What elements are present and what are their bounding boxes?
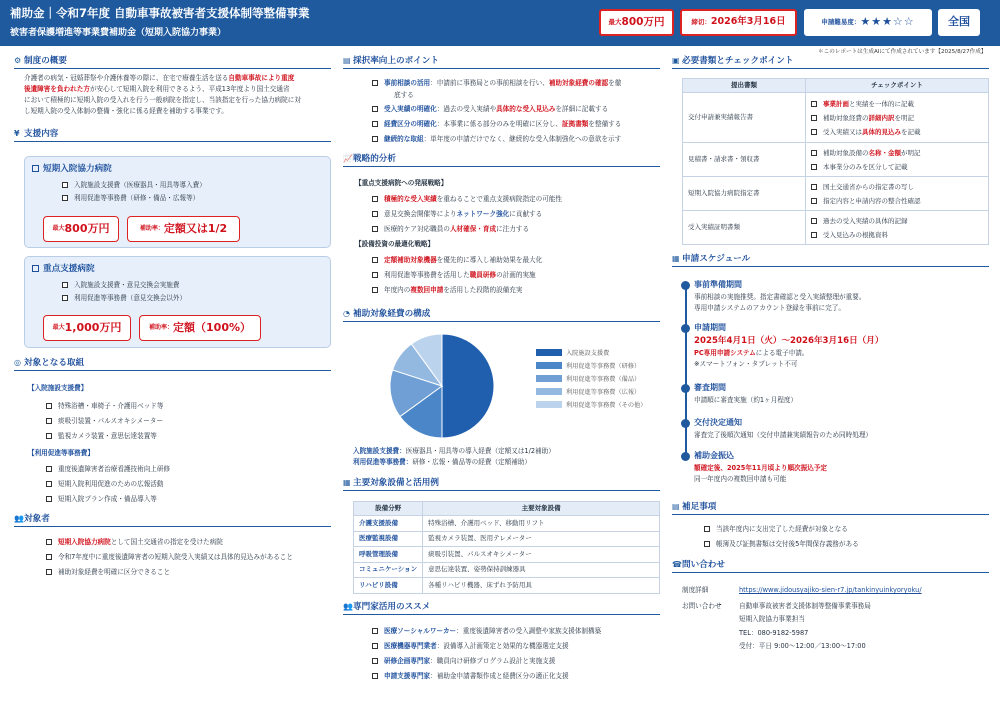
overview-line: において積極的に短期入院の受入れを行う一般病院を指定し、当該指定を行った協力病院に対 <box>24 96 301 104</box>
check-item: 受入実績又は具体的見込みを記載 <box>811 125 983 139</box>
document-icon: ▤ <box>343 56 351 65</box>
timeline-dot <box>681 281 690 290</box>
list-item: 医療ソーシャルワーカー：重度後遺障害者の受入調整や家族支援体制構築 <box>372 627 601 636</box>
legend-item: 入院施設支援費 <box>536 349 646 362</box>
difficulty-badge: 申請難易度： ★★★☆☆ <box>804 9 932 36</box>
divider <box>14 141 331 142</box>
page-subtitle: 被害者保護増進等事業費補助金（短期入院協力事業） <box>10 28 227 38</box>
table-row: 見積書・請求書・領収書 補助対象設備の名称・金額が明記 本事業分のみを区分して記載 <box>683 143 989 177</box>
priority-max-badge: 最大 1,000万円 <box>43 315 131 341</box>
schedule-line: 2025年4月1日（火）〜2026年3月16日（月） <box>694 336 884 346</box>
table-header: 提出書類 <box>683 79 806 93</box>
list-item: 監視カメラ装置・意思伝達装置等 <box>46 432 157 441</box>
overview-line: し短期入院の受入体制の整備・強化に係る経費を補助する事業です。 <box>24 107 228 115</box>
priority-hospital-title: 重点支援病院 <box>32 264 95 276</box>
scope-badge: 全国 <box>938 9 980 36</box>
table-row: 呼吸管理設備 痰吸引装置、パルスオキシメーター <box>354 547 660 563</box>
expense-note: 利用促進等事務費：研修・広報・備品等の経費（定額補助） <box>353 458 532 466</box>
list-item: 短期入院利用促進のための広報活動 <box>46 480 164 489</box>
list-item: 利用促進等事務費（研修・備品・広報等） <box>62 194 199 203</box>
pie-chart-icon: ◔ <box>343 309 350 318</box>
check-item: 国土交通省からの指定書の写し <box>811 180 983 194</box>
contact-org: 自動車事故被害者支援体制等整備事業事務局 <box>739 602 871 610</box>
chart-icon: 📈 <box>343 154 353 163</box>
max-amount-badge: 最大 800万円 <box>599 9 674 36</box>
expense-heading: ◔ 補助対象経費の構成 <box>343 309 431 319</box>
table-row: 交付申請兼実績報告書 事業計画と実績を一体的に記載 補助対象経費の詳細内訳を明記 受入実績又は具体的見込みを記載 <box>683 93 989 143</box>
documents-table <box>682 78 989 245</box>
table-row: 短期入院協力病院指定書 国土交通省からの指定書の写し 指定内容と申請内容の整合性確認 <box>683 177 989 211</box>
list-item: 医療機器専門業者：設備導入計画策定と効果的な機器選定支援 <box>372 642 569 651</box>
list-item: 継続的な取組：単年度の申請だけでなく、継続的な受入体制強化への意欲を示す <box>372 135 621 144</box>
targets-group-title: 【利用促進等事務費】 <box>28 449 94 457</box>
list-item: 申請支援専門家：補助金申請書類作成と経費区分の適正化支援 <box>372 672 569 681</box>
contact-hours: 受付：平日 9:00〜12:00／13:00〜17:00 <box>739 642 866 650</box>
list-item: 受入実績の明確化：過去の受入実績や具体的な受入見込みを詳細に記載する <box>372 105 608 114</box>
divider <box>672 68 989 69</box>
contact-url-link[interactable]: https://www.jidousyajiko-sien-r7.jp/tankinyuinkyoryoku/ <box>739 586 922 594</box>
phone-icon: ☎ <box>672 560 682 569</box>
schedule-line: 審査完了後順次通知（交付申請兼実績報告のため同時処理） <box>694 431 873 439</box>
contact-dept: 短期入院協力事業担当 <box>739 615 805 623</box>
schedule-line: 申請順に審査実施（約1ヶ月程度） <box>694 396 798 404</box>
divider <box>14 370 331 371</box>
expense-note: 入院施設支援費：医療器具・用具等の導入経費（定額又は1/2補助） <box>353 447 555 455</box>
list-item: 短期入院協力病院として国土交通省の指定を受けた病院 <box>46 538 223 547</box>
targets-group-title: 【入院施設支援費】 <box>28 384 88 392</box>
building-icon: ▦ <box>343 478 351 487</box>
expense-pie-chart <box>385 330 499 442</box>
table-row: コミュニケーション 意思伝達装置、姿勢保持訓練器具 <box>354 562 660 578</box>
check-item: 過去の受入実績の具体的記録 <box>811 214 983 228</box>
list-item: 補助対象経費を明確に区分できること <box>46 568 170 577</box>
list-item: 特殊浴槽・車椅子・介護用ベッド等 <box>46 402 164 411</box>
schedule-step-title: 事前準備期間 <box>694 280 742 289</box>
divider <box>343 68 660 69</box>
legend-item: 利用促進等事務費（広報） <box>536 388 646 401</box>
contact-inquiry-label: お問い合わせ <box>682 602 722 610</box>
divider <box>343 614 660 615</box>
schedule-line: ※スマートフォン・タブレット不可 <box>694 360 798 368</box>
list-item: 入院施設支援費・意見交換会実施費 <box>62 281 180 290</box>
pie-slice <box>442 334 494 438</box>
people-icon: 👥 <box>343 602 353 611</box>
list-item: 底する <box>394 91 414 99</box>
standard-rate-badge: 補助率： 定額又は1/2 <box>127 216 240 242</box>
report-note: ＊このレポートは生成AIにて作成されています【2025/8/27作成】 <box>818 49 987 55</box>
check-item: 補助対象設備の名称・金額が明記 <box>811 146 983 160</box>
list-item: 入院施設支援費（医療器具・用具等導入費） <box>62 181 206 190</box>
list-item: 短期入院プラン作成・備品導入等 <box>46 495 157 504</box>
divider <box>672 572 989 573</box>
list-item: 意見交換会開催等によりネットワーク強化に貢献する <box>372 210 542 219</box>
standard-max-badge: 最大 800万円 <box>43 216 119 242</box>
table-row: 受入実績証明書類 過去の受入実績の具体的記録 受入見込みの根拠資料 <box>683 211 989 245</box>
list-item: 当該年度内に支出完了した経費が対象となる <box>704 525 848 534</box>
contact-heading: ☎問い合わせ <box>672 560 725 570</box>
table-row: 医療監視設備 監視カメラ装置、医用テレメーター <box>354 531 660 547</box>
check-item: 本事業分のみを区分して記載 <box>811 160 983 174</box>
schedule-step-title: 交付決定通知 <box>694 418 742 427</box>
schedule-line: 額確定後、2025年11月頃より順次振込予定 <box>694 464 828 472</box>
overview-heading: ⚙ 制度の概要 <box>14 56 67 66</box>
divider <box>672 266 989 267</box>
gear-icon: ⚙ <box>14 56 22 65</box>
schedule-line: 同一年度内の複数回申請も可能 <box>694 475 787 483</box>
list-item: 令和7年度中に重度後遺障害者の短期入院受入実績又は具体的見込みがあること <box>46 553 293 562</box>
deadline-badge: 締切： 2026年3月16日 <box>680 9 797 36</box>
document-icon: ▤ <box>672 502 680 511</box>
page-title: 補助金｜令和7年度 自動車事故被害者支援体制等整備事業 <box>10 6 310 20</box>
schedule-step-title: 補助金振込 <box>694 451 734 460</box>
divider <box>343 321 660 322</box>
legend-item: 利用促進等事務費（その他） <box>536 401 646 414</box>
divider <box>14 526 331 527</box>
timeline-dot <box>681 419 690 428</box>
list-item: 医療的ケア対応職員の人材確保・育成に注力する <box>372 225 529 234</box>
target-icon: ◎ <box>14 358 21 367</box>
strategy-group-title: 【重点支援病院への発展戦略】 <box>355 179 448 187</box>
list-item: 帳簿及び証拠書類は交付後5年間保存義務がある <box>704 540 859 549</box>
yen-icon: ¥ <box>14 129 20 138</box>
equipment-heading: ▦ 主要対象設備と活用例 <box>343 478 439 488</box>
equipment-table <box>353 501 660 594</box>
check-item: 事業計画と実績を一体的に記載 <box>811 97 983 111</box>
contact-detail-label: 制度詳細 <box>682 586 709 594</box>
list-item: 重度後遺障害者治療看護技術向上研修 <box>46 465 170 474</box>
list-item: 痰吸引装置・パルスオキシメーター <box>46 417 163 426</box>
list-item: 利用促進等事務費（意見交換会以外） <box>62 294 186 303</box>
eligible-heading: 👥対象者 <box>14 514 50 524</box>
check-item: 補助対象経費の詳細内訳を明記 <box>811 111 983 125</box>
calendar-icon: ▦ <box>672 254 680 263</box>
people-icon: 👥 <box>14 514 24 523</box>
notes-heading: ▤ 補足事項 <box>672 502 717 512</box>
schedule-line: PC専用申請システムによる電子申請。 <box>694 349 809 357</box>
header-bar <box>0 0 1000 46</box>
strategy-heading: 📈戦略的分析 <box>343 154 396 164</box>
schedule-heading: ▦ 申請スケジュール <box>672 254 751 264</box>
timeline-dot <box>681 452 690 461</box>
divider <box>343 166 660 167</box>
priority-rate-badge: 補助率： 定額（100%） <box>139 315 261 341</box>
table-header: 主要対象設備 <box>423 502 660 516</box>
legend-item: 利用促進等事務費（研修） <box>536 362 646 375</box>
overview-line: 後遺障害を負われた方が安心して短期入院を利用できるよう、平成13年度より国土交通省 <box>24 85 290 93</box>
standard-hospital-title: 短期入院協力病院 <box>32 164 112 176</box>
list-item: 研修企画専門家：職員向け研修プログラム設計と実施支援 <box>372 657 555 666</box>
check-item: 受入見込みの根拠資料 <box>811 228 983 242</box>
schedule-step-title: 審査期間 <box>694 383 726 392</box>
documents-heading: ▣ 必要書類とチェックポイント <box>672 56 794 66</box>
timeline-dot <box>681 384 690 393</box>
list-item: 経費区分の明確化：本事業に係る部分のみを明確に区分し、証拠書類を整備する <box>372 120 621 129</box>
list-item: 定額補助対象機器を優先的に導入し補助効果を最大化 <box>372 256 542 265</box>
table-row: リハビリ設備 各種リハビリ機器、床ずれ予防用具 <box>354 578 660 594</box>
folder-icon: ▣ <box>672 56 680 65</box>
schedule-line: 専用申請システムのアカウント登録を事前に完了。 <box>694 304 845 312</box>
schedule-line: 事前相談の実施推奨。指定書確認と受入実績整理が重要。 <box>694 293 866 301</box>
table-header: 設備分野 <box>354 502 423 516</box>
timeline-dot <box>681 324 690 333</box>
contact-tel: TEL：080-9182-5987 <box>739 629 809 637</box>
overview-line: 介護者の病気・冠婚葬祭や介護休養等の際に、在宅で療養生活を送る自動車事故により重度 <box>24 74 295 82</box>
experts-heading: 👥専門家活用のススメ <box>343 602 431 612</box>
table-row: 介護支援設備 特殊浴槽、介護用ベッド、移動用リフト <box>354 516 660 532</box>
divider <box>14 68 331 69</box>
check-item: 指定内容と申請内容の整合性確認 <box>811 194 983 208</box>
list-item: 事前相談の活用：申請前に事務局との事前相談を行い、補助対象経費の確認を徹 <box>372 79 621 88</box>
schedule-step-title: 申請期間 <box>694 323 726 332</box>
list-item: 積極的な受入実績を重ねることで重点支援病院指定の可能性 <box>372 195 562 204</box>
divider <box>343 490 660 491</box>
table-header: チェックポイント <box>806 79 989 93</box>
points-heading: ▤ 採択率向上のポイント <box>343 56 439 66</box>
list-item: 利用促進等事務費を活用した職員研修の計画的実施 <box>372 271 536 280</box>
divider <box>672 514 989 515</box>
timeline-line <box>685 284 687 457</box>
list-item: 年度内の複数回申請を活用した段階的設備充実 <box>372 286 522 295</box>
support-heading: ¥ 支援内容 <box>14 129 59 139</box>
pie-legend <box>536 349 646 414</box>
strategy-group-title: 【設備投資の最適化戦略】 <box>355 240 435 248</box>
targets-heading: ◎ 対象となる取組 <box>14 358 85 368</box>
legend-item: 利用促進等事務費（備品） <box>536 375 646 388</box>
